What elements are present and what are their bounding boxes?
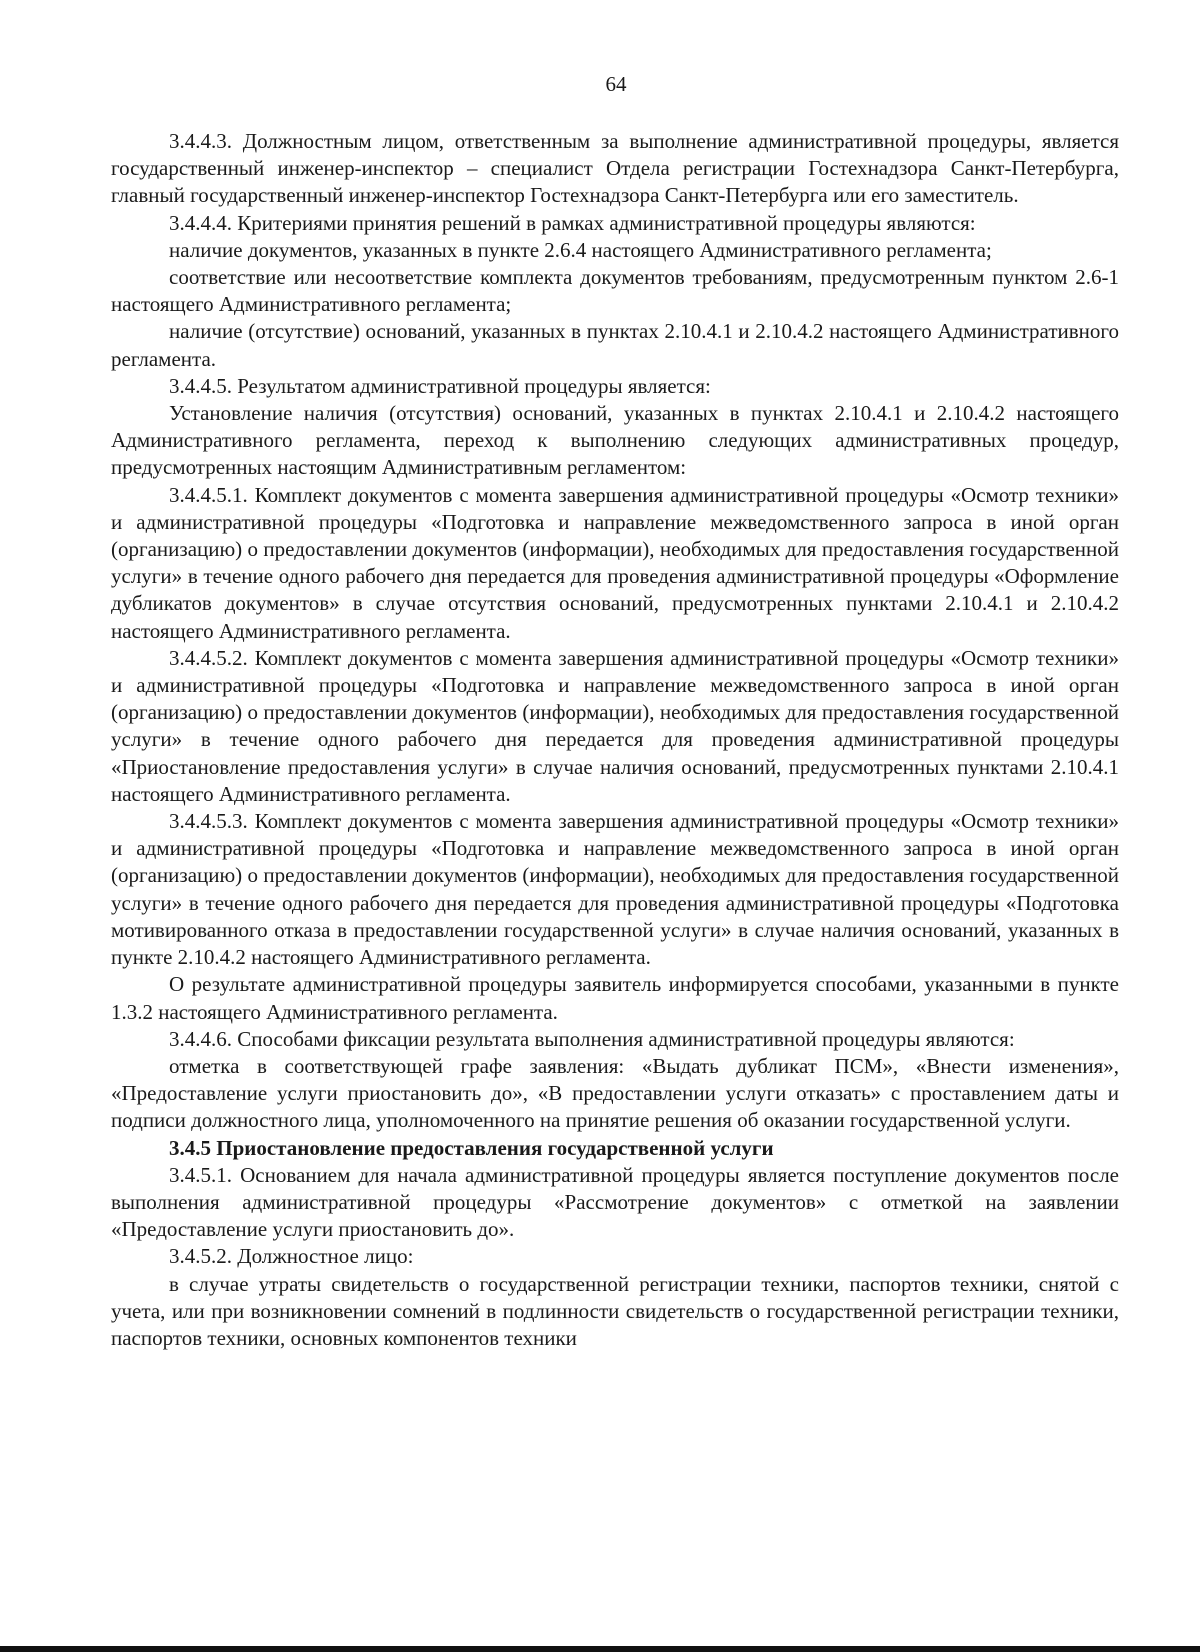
paragraph-3-4-4-5-2: 3.4.4.5.2. Комплект документов с момента завершения административной процедуры «Осмотр техники» и административной процедуры «Подготовка и направление межведомственного запроса в иной орган (организацию) о предоставлении документов (информации), необходимых для предоставления государственной услуги» в течение одного рабочего дня передается для проведения административной процедуры «Приостановление предоставления услуги» в случае наличия оснований, предусмотренных пунктами 2.10.4.1 настоящего Административного регламента. — [111, 645, 1119, 806]
paragraph-informing: О результате административной процедуры заявитель информируется способами, указанными в пункте 1.3.2 настоящего Административного регламента. — [111, 972, 1119, 1024]
paragraph-criterion-compliance: соответствие или несоответствие комплекта документов требованиям, предусмотренным пунктом 2.6-1 настоящего Административного регламента; — [111, 265, 1119, 317]
page-number: 64 — [605, 72, 627, 96]
paragraph-3-4-4-5-1: 3.4.4.5.1. Комплект документов с момента завершения административной процедуры «Осмотр техники» и административной процедуры «Подготовка и направление межведомственного запроса в иной орган (организацию) о предоставлении документов (информации), необходимых для предоставления государственной услуги» в течение одного рабочего дня передается для проведения административной процедуры «Оформление дубликатов документов» в случае отсутствия оснований, предусмотренных пунктами 2.10.4.1 и 2.10.4.2 настоящего Административного регламента. — [111, 482, 1119, 643]
paragraph-3-4-4-5: 3.4.4.5. Результатом административной процедуры является: — [169, 373, 711, 398]
scan-bottom-border — [0, 1646, 1200, 1652]
paragraph-mark: отметка в соответствующей графе заявления: «Выдать дубликат ПСМ», «Внести изменения», «Предоставление услуги приостановить до», «В предоставлении услуги отказать» с проставлением даты и подписи должностного лица, уполномоченного на принятие решения об оказании государственной услуги. — [111, 1053, 1119, 1133]
paragraph-3-4-4-5-3: 3.4.4.5.3. Комплект документов с момента завершения административной процедуры «Осмотр техники» и административной процедуры «Подготовка и направление межведомственного запроса в иной орган (организацию) о предоставлении документов (информации), необходимых для предоставления государственной услуги» в течение одного рабочего дня передается для проведения административной процедуры «Подготовка мотивированного отказа в предоставлении государственной услуги» в случае наличия оснований, указанных в пункте 2.10.4.2 настоящего Административного регламента. — [111, 809, 1119, 970]
paragraph-criterion-grounds: наличие (отсутствие) оснований, указанных в пунктах 2.10.4.1 и 2.10.4.2 настоящего Административного регламента. — [111, 319, 1119, 371]
document-body — [111, 128, 1119, 1352]
paragraph-3-4-4-3: 3.4.4.3. Должностным лицом, ответственным за выполнение административной процедуры, является государственный инженер-инспектор – специалист Отдела регистрации Гостехнадзора Санкт-Петербурга, главный государственный инженер-инспектор Гостехнадзора Санкт-Петербурга или его заместитель. — [111, 129, 1119, 208]
paragraph-3-4-4-4: 3.4.4.4. Критериями принятия решений в рамках административной процедуры являются: — [169, 210, 976, 235]
paragraph-establishment: Установление наличия (отсутствия) оснований, указанных в пунктах 2.10.4.1 и 2.10.4.2 настоящего Административного регламента, переход к выполнению следующих административных процедур, предусмотренных настоящим Административным регламентом: — [111, 401, 1119, 480]
paragraph-criterion-documents: наличие документов, указанных в пункте 2.6.4 настоящего Административного регламента; — [169, 237, 992, 262]
paragraph-3-4-5-1: 3.4.5.1. Основанием для начала административной процедуры является поступление документов после выполнения административной процедуры «Рассмотрение документов» с отметкой на заявлении «Предоставление услуги приостановить до». — [111, 1162, 1119, 1242]
paragraph-3-4-5-2: 3.4.5.2. Должностное лицо: — [169, 1244, 414, 1269]
paragraph-loss-case: в случае утраты свидетельств о государственной регистрации техники, паспортов техники, снятой с учета, или при возникновении сомнений в подлинности свидетельств о государственной регистрации техники, паспортов техники, основных компонентов техники — [111, 1271, 1119, 1350]
section-heading-3-4-5: 3.4.5 Приостановление предоставления государственной услуги — [169, 1135, 774, 1160]
paragraph-3-4-4-6: 3.4.4.6. Способами фиксации результата выполнения административной процедуры являются: — [169, 1026, 1015, 1051]
